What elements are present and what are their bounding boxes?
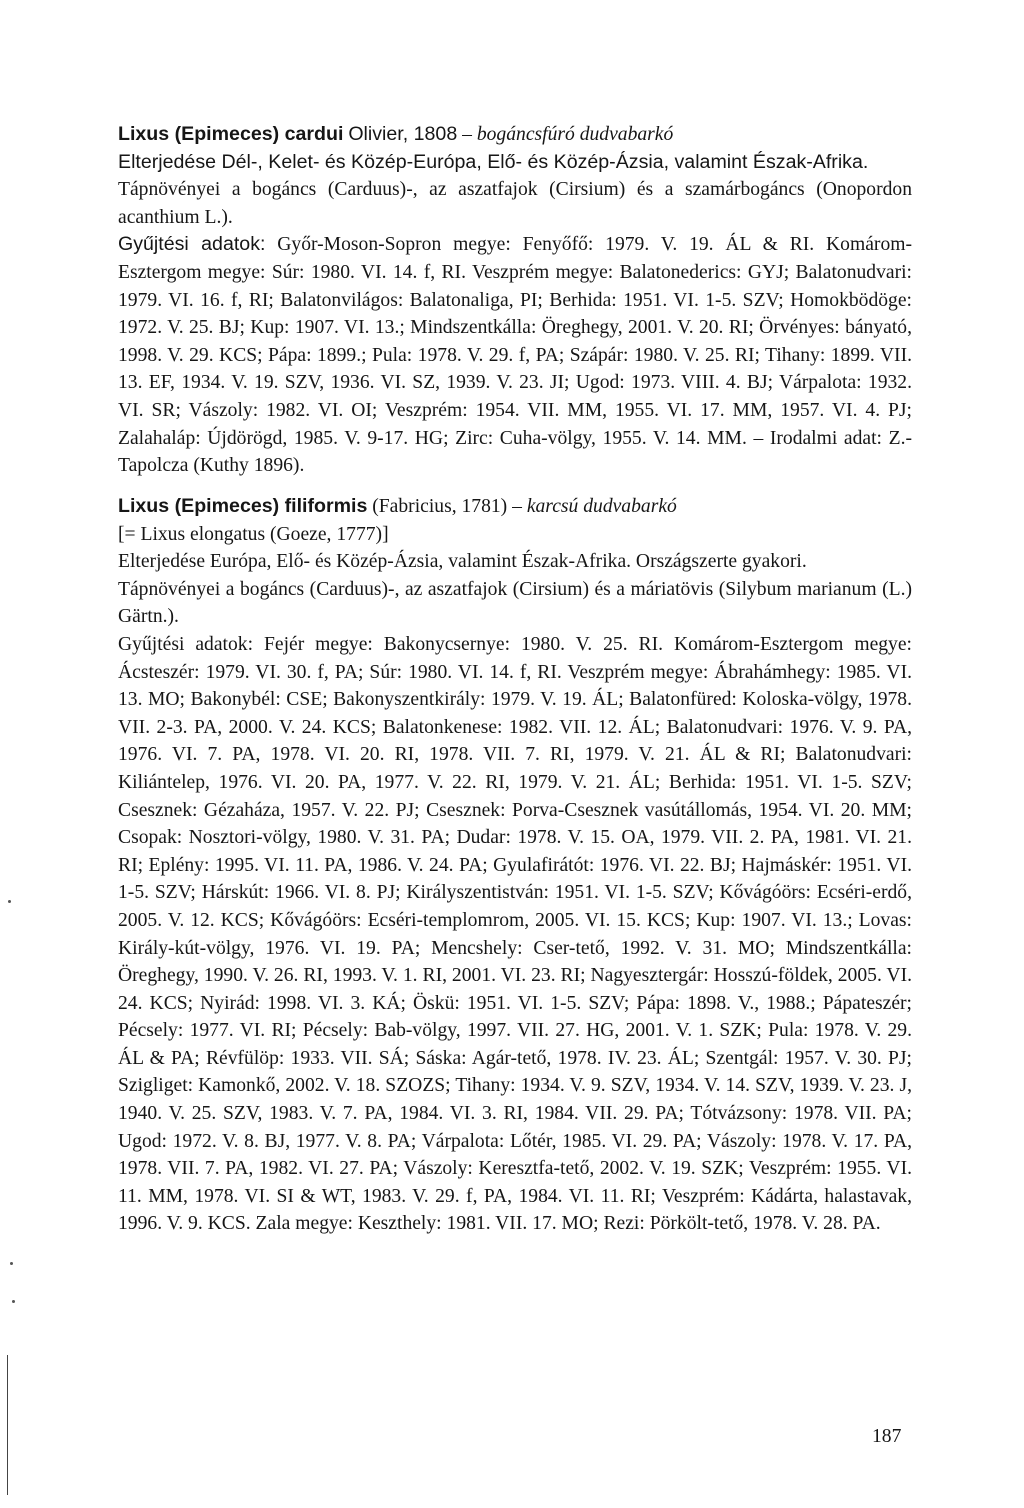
species-heading xyxy=(118,493,912,521)
species-entry-lixus-cardui xyxy=(118,121,912,480)
common-name: karcsú dudvabarkó xyxy=(526,496,677,517)
scan-margin-line xyxy=(7,1355,8,1495)
scan-speck xyxy=(10,1262,13,1265)
collection-data xyxy=(118,631,912,1238)
species-heading xyxy=(118,121,912,149)
common-name: bogáncsfúró dudvabarkó xyxy=(476,124,674,145)
scan-speck xyxy=(8,900,11,903)
species-name: Lixus (Epimeces) filiformis xyxy=(118,495,368,517)
collection-label: Gyűjtési adatok: xyxy=(118,633,254,655)
distribution-text: Elterjedése Dél-, Kelet- és Közép-Európa, Elő- és Közép-Ázsia, valamint Észak-Afrika. xyxy=(118,150,869,173)
heading-dash: – xyxy=(457,124,477,145)
synonym-text: [= Lixus elongatus (Goeze, 1777)] xyxy=(118,523,389,545)
collection-data xyxy=(118,231,912,479)
species-author: Olivier, 1808 xyxy=(348,123,458,145)
heading-dash: – xyxy=(507,496,527,517)
collection-records: Fejér megye: Bakonycsernye: 1980. V. 25. RI. Komárom-Esztergom megye: Ácsteszér: 1979. VI. 30. f, PA; Súr: 1980. VI. 14. f, RI. Veszprém megye: Ábrahámhegy: 1985. VI. 13. MO; Bakonybél: CSE; Bakonyszentkirály: 1979. V. 19. ÁL; Balatonfüred: Koloska-völgy, 1978. VII. 2-3. PA, 2000. V. 24. KCS; Balatonkenese: 1982. VII. 12. ÁL; Balatonudvari: 1976. V. 9. PA, 1976. VI. 7. PA, 1978. VI. 20. RI, 1978. VII. 7. RI, 1979. V. 21. ÁL & RI; Balatonudvari: Kiliántelep, 1976. VI. 20. PA, 1977. V. 22. RI, 1979. V. 21. ÁL; Berhida: 1951. VI. 1-5. SZV; Csesznek: Gézaháza, 1957. V. 22. PJ; Csesznek: Porva-Csesznek vasútállomás, 1954. VI. 20. MM; Csopak: Nosztori-völgy, 1980. V. 31. PA; Dudar: 1978. V. 15. OA, 1979. VII. 2. PA, 1981. VI. 21. RI; Eplény: 1995. VI. 11. PA, 1986. V. 24. PA; Gyulafirátót: 1976. VI. 22. BJ; Hajmáskér: 1951. VI. 1-5. SZV; Hárskút: 1966. VI. 8. PJ; Királyszentistván: 1951. VI. 1-5. SZV; Kővágóörs: Ecséri-erdő, 2005. V. 12. KCS; Kővágóörs: Ecséri-templomrom, 2005. VI. 15. KCS; Kup: 1907. VI. 13.; Lovas: Király-kút-völgy, 1976. VI. 19. PA; Mencshely: Cser-tető, 1992. V. 31. MO; Mindszentkálla: Öreghegy, 1990. V. 26. RI, 1993. V. 1. RI, 2001. VI. 23. RI; Nagyesztergár: Hosszú-földek, 2005. VI. 24. KCS; Nyirád: 1998. VI. 3. KÁ; Öskü: 1951. VI. 1-5. SZV; Pápa: 1898. V., 1988.; Pápateszér; Pécsely: 1977. VI. RI; Pécsely: Bab-völgy, 1997. VII. 27. HG, 2001. V. 1. SZK; Pula: 1978. V. 29. ÁL & PA; Révfülöp: 1933. VII. SÁ; Sáska: Agár-tető, 1978. IV. 23. ÁL; Szentgál: 1957. V. 30. PJ; Szigliget: Kamonkő, 2002. V. 18. SZOZS; Tihany: 1934. V. 9. SZV, 1934. V. 14. SZV, 1939. V. 23. J, 1940. V. 25. SZV, 1983. V. 7. PA, 1984. VI. 3. RI, 1984. VII. 29. PA; Tótvázsony: 1978. VII. PA; Ugod: 1972. V. 8. BJ, 1977. V. 8. PA; Várpalota: Lőtér, 1985. VI. 29. PA; Vászoly: 1978. V. 17. PA, 1978. VII. 7. PA, 1982. VI. 27. PA; Vászoly: Keresztfa-tető, 2002. V. 19. SZK; Veszprém: 1955. VI. 11. MM, 1978. VI. SI & WT, 1983. V. 29. f, PA, 1984. VI. 11. RI; Veszprém: Kádárta, halastavak, 1996. V. 9. KCS. Zala megye: Keszthely: 1981. VII. 17. MO; Rezi: Pörkölt-tető, 1978. V. 28. PA. xyxy=(118,633,912,1235)
page-number: 187 xyxy=(872,1426,902,1447)
species-entry-lixus-filiformis xyxy=(118,493,912,1238)
distribution-text: Elterjedése Európa, Elő- és Közép-Ázsia, valamint Észak-Afrika. Országszerte gyakori. xyxy=(118,551,807,573)
collection-records: Győr-Moson-Sopron megye: Fenyőfő: 1979. V. 19. ÁL & RI. Komárom-Esztergom megye: Súr: 1980. VI. 14. f, RI. Veszprém megye: Balatonederics: GYJ; Balatonudvari: 1979. VI. 16. f, RI; Balatonvilágos: Balatonaliga, PI; Berhida: 1951. VI. 1-5. SZV; Homokbödöge: 1972. V. 25. BJ; Kup: 1907. VI. 13.; Mindszentkálla: Öreghegy, 2001. V. 20. RI; Örvényes: bányató, 1998. V. 29. KCS; Pápa: 1899.; Pula: 1978. V. 29. f, PA; Szápár: 1980. V. 25. RI; Tihany: 1899. VII. 13. EF, 1934. V. 19. SZV, 1936. VI. SZ, 1939. V. 23. JI; Ugod: 1973. VIII. 4. BJ; Várpalota: 1932. VI. SR; Vászoly: 1982. VI. OI; Veszprém: 1954. VII. MM, 1955. VI. 17. MM, 1957. VI. 4. PJ; Zalahaláp: Újdörögd, 1985. V. 9-17. HG; Zirc: Cuha-völgy, 1955. V. 14. MM. – Irodalmi adat: Z.-Tapolcza (Kuthy 1896). xyxy=(118,234,913,477)
host-plants-text: Tápnövényei a bogáncs (Carduus)-, az aszatfajok (Cirsium) és a szamárbogáncs (Onopordon acanthium L.). xyxy=(118,179,912,228)
collection-label: Gyűjtési adatok: xyxy=(118,233,266,256)
species-author: (Fabricius, 1781) xyxy=(372,496,508,517)
species-name: Lixus (Epimeces) cardui xyxy=(118,123,344,145)
scan-speck xyxy=(12,1300,15,1303)
host-plants-text: Tápnövényei a bogáncs (Carduus)-, az aszatfajok (Cirsium) és a máriatövis (Silybum marianum (L.) Gärtn.). xyxy=(118,578,912,628)
